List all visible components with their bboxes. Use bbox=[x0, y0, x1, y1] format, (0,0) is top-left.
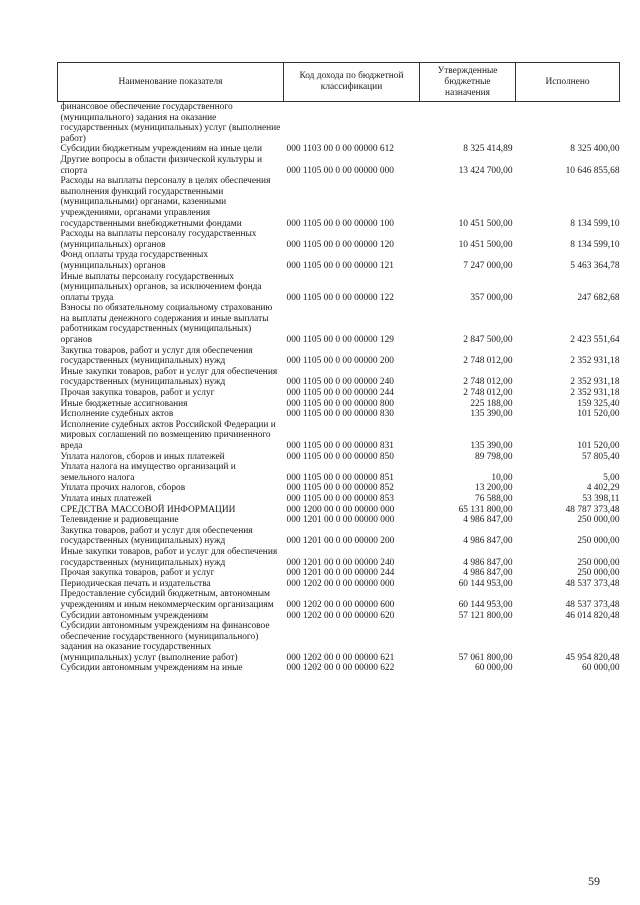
row-indicator-name: Субсидии автономным учреждениям на финансовое обеспечение государственного (муниципального) задания на оказание государственных (муниципальных) услуг (выполнение работ) bbox=[60, 621, 270, 663]
row-executed-amount: 2 423 551,64 bbox=[570, 335, 620, 346]
row-executed-amount: 5,00 bbox=[603, 472, 620, 483]
header-income-code: Код дохода по бюджетной классификации bbox=[284, 63, 420, 102]
row-budget-code: 000 1201 00 0 00 00000 240 bbox=[286, 557, 395, 568]
table-row bbox=[58, 346, 620, 367]
row-approved-amount: 10,00 bbox=[491, 472, 513, 483]
row-executed-amount: 2 352 931,18 bbox=[570, 377, 620, 388]
row-approved-amount: 57 121 800,00 bbox=[458, 610, 513, 621]
row-indicator-name: Субсидии бюджетным учреждениям на иные цели bbox=[60, 144, 262, 155]
row-budget-code: 000 1201 00 0 00 00000 000 bbox=[286, 515, 395, 526]
row-approved-amount: 13 424 700,00 bbox=[458, 165, 513, 176]
table-row bbox=[58, 250, 620, 271]
row-executed-amount: 2 352 931,18 bbox=[570, 388, 620, 399]
table-row bbox=[58, 452, 620, 463]
table-row bbox=[58, 547, 620, 568]
row-indicator-name: Субсидии автономным учреждениям bbox=[60, 610, 209, 621]
row-approved-amount: 2 748 012,00 bbox=[463, 356, 513, 367]
table-row bbox=[58, 229, 620, 250]
row-budget-code: 000 1105 00 0 00 00000 120 bbox=[286, 239, 394, 250]
row-budget-code bbox=[284, 102, 420, 145]
row-approved-amount: 76 588,00 bbox=[475, 493, 513, 504]
row-executed-amount: 5 463 364,78 bbox=[570, 260, 620, 271]
row-approved-amount: 2 748 012,00 bbox=[463, 377, 513, 388]
row-budget-code: 000 1105 00 0 00 00000 853 bbox=[286, 493, 394, 504]
row-executed-amount: 250 000,00 bbox=[577, 536, 620, 547]
row-indicator-name: Исполнение судебных актов Российской Федерации и мировых соглашений по возмещению причиненного вреда bbox=[60, 419, 276, 451]
row-budget-code: 000 1105 00 0 00 00000 100 bbox=[286, 218, 394, 229]
row-executed-amount: 250 000,00 bbox=[577, 557, 620, 568]
row-budget-code: 000 1202 00 0 00 00000 000 bbox=[286, 578, 395, 589]
table-row bbox=[58, 462, 620, 483]
row-indicator-name: Закупка товаров, работ и услуг для обеспечения государственных (муниципальных) нужд bbox=[60, 525, 253, 547]
row-approved-amount: 225 188,00 bbox=[470, 398, 513, 409]
row-approved-amount: 60 144 953,00 bbox=[458, 599, 513, 610]
table-row bbox=[58, 589, 620, 610]
row-indicator-name: Иные закупки товаров, работ и услуг для обеспечения государственных (муниципальных) нужд bbox=[60, 546, 278, 568]
row-executed-amount: 60 000,00 bbox=[582, 663, 620, 674]
row-executed-amount: 48 537 373,48 bbox=[565, 578, 620, 589]
row-executed-amount: 159 325,40 bbox=[577, 398, 620, 409]
row-budget-code: 000 1105 00 0 00 00000 122 bbox=[286, 292, 394, 303]
row-indicator-name: Исполнение судебных актов bbox=[60, 409, 174, 420]
row-approved-amount: 10 451 500,00 bbox=[458, 239, 513, 250]
row-indicator-name: Закупка товаров, работ и услуг для обеспечения государственных (муниципальных) нужд bbox=[60, 345, 253, 367]
row-indicator-name: Расходы на выплаты персоналу в целях обеспечения выполнения функций государственными (муниципальными) органами, казенными учреждениями, органами управления государственными внебюджетными фондами bbox=[60, 176, 271, 229]
row-executed-amount: 8 325 400,00 bbox=[570, 144, 620, 155]
row-executed-amount: 4 402,29 bbox=[586, 483, 620, 494]
row-executed-amount: 2 352 931,18 bbox=[570, 356, 620, 367]
row-executed-amount: 250 000,00 bbox=[577, 515, 620, 526]
row-indicator-name: Фонд оплаты труда государственных (муниципальных) органов bbox=[60, 250, 209, 271]
row-indicator-name: Иные бюджетные ассигнования bbox=[60, 398, 188, 409]
row-budget-code: 000 1105 00 0 00 00000 240 bbox=[286, 377, 394, 388]
row-approved-amount: 7 247 000,00 bbox=[463, 260, 513, 271]
row-indicator-name: Предоставление субсидий бюджетным, автономным учреждениям и иным некоммерческим организациям bbox=[60, 589, 274, 610]
table-row bbox=[58, 399, 620, 410]
table-row bbox=[58, 155, 620, 176]
page-number: 59 bbox=[588, 874, 600, 888]
table-row bbox=[58, 367, 620, 388]
budget-execution-table bbox=[57, 62, 620, 674]
row-budget-code: 000 1202 00 0 00 00000 622 bbox=[286, 663, 395, 674]
row-budget-code: 000 1105 00 0 00 00000 244 bbox=[286, 388, 394, 399]
table-row bbox=[58, 568, 620, 579]
row-approved-amount: 65 131 800,00 bbox=[458, 504, 513, 515]
row-approved-amount: 2 748 012,00 bbox=[463, 388, 513, 399]
table-row bbox=[58, 176, 620, 229]
row-indicator-name: Уплата налогов, сборов и иных платежей bbox=[60, 451, 225, 462]
row-executed-amount: 247 682,68 bbox=[577, 292, 620, 303]
table-row bbox=[58, 515, 620, 526]
header-approved-budget: Утвержденные бюджетные назначения bbox=[420, 63, 516, 102]
table-row bbox=[58, 526, 620, 547]
table-body bbox=[58, 102, 620, 675]
table-row bbox=[58, 144, 620, 155]
row-executed-amount: 101 520,00 bbox=[577, 441, 620, 451]
row-executed-amount: 57 805,40 bbox=[582, 451, 620, 462]
row-budget-code: 000 1105 00 0 00 00000 852 bbox=[286, 483, 394, 494]
row-indicator-name: Периодическая печать и издательства bbox=[60, 578, 211, 589]
table-row bbox=[58, 388, 620, 399]
row-executed-amount: 8 134 599,10 bbox=[570, 239, 620, 250]
row-budget-code: 000 1105 00 0 00 00000 851 bbox=[286, 472, 394, 483]
row-approved-amount: 60 144 953,00 bbox=[458, 578, 513, 589]
row-budget-code: 000 1105 00 0 00 00000 200 bbox=[286, 356, 394, 367]
row-approved-amount: 357 000,00 bbox=[470, 292, 513, 303]
table-row bbox=[58, 102, 620, 145]
header-row bbox=[58, 63, 620, 102]
row-indicator-name: Расходы на выплаты персоналу государственных (муниципальных) органов bbox=[60, 229, 257, 250]
row-indicator-name: Уплата налога на имущество организаций и земельного налога bbox=[60, 462, 236, 483]
row-executed-amount: 10 646 855,68 bbox=[565, 165, 620, 176]
row-indicator-name: Иные закупки товаров, работ и услуг для обеспечения государственных (муниципальных) нужд bbox=[60, 366, 278, 388]
row-budget-code: 000 1105 00 0 00 00000 129 bbox=[286, 335, 394, 346]
row-approved-amount: 13 200,00 bbox=[475, 483, 513, 494]
table-header bbox=[58, 63, 620, 102]
row-executed-amount bbox=[516, 102, 620, 145]
header-indicator-name: Наименование показателя bbox=[58, 63, 284, 102]
row-approved-amount: 10 451 500,00 bbox=[458, 218, 513, 229]
row-indicator-name: Телевидение и радиовещание bbox=[60, 515, 179, 526]
row-budget-code: 000 1201 00 0 00 00000 244 bbox=[286, 568, 395, 579]
row-budget-code: 000 1105 00 0 00 00000 121 bbox=[286, 260, 394, 271]
row-budget-code: 000 1105 00 0 00 00000 850 bbox=[286, 451, 394, 462]
row-executed-amount: 53 398,11 bbox=[582, 493, 620, 504]
row-executed-amount: 101 520,00 bbox=[577, 409, 620, 420]
row-approved-amount: 4 986 847,00 bbox=[463, 568, 513, 579]
row-budget-code: 000 1105 00 0 00 00000 831 bbox=[286, 441, 394, 451]
row-executed-amount: 8 134 599,10 bbox=[570, 218, 620, 229]
table-row bbox=[58, 621, 620, 663]
table-row bbox=[58, 579, 620, 590]
row-executed-amount: 250 000,00 bbox=[577, 568, 620, 579]
table-row bbox=[58, 494, 620, 505]
row-budget-code: 000 1202 00 0 00 00000 620 bbox=[286, 610, 395, 621]
table-row bbox=[58, 272, 620, 304]
row-indicator-name: Прочая закупка товаров, работ и услуг bbox=[60, 568, 215, 579]
row-approved-amount bbox=[420, 102, 516, 145]
row-budget-code: 000 1200 00 0 00 00000 000 bbox=[286, 504, 395, 515]
row-approved-amount: 135 390,00 bbox=[470, 441, 513, 451]
row-budget-code: 000 1105 00 0 00 00000 830 bbox=[286, 409, 394, 420]
row-approved-amount: 4 986 847,00 bbox=[463, 557, 513, 568]
row-approved-amount: 2 847 500,00 bbox=[463, 335, 513, 346]
row-indicator-name: Иные выплаты персоналу государственных (муниципальных) органов, за исключением фонда оплаты труда bbox=[60, 271, 262, 303]
row-budget-code: 000 1202 00 0 00 00000 600 bbox=[286, 599, 395, 610]
row-indicator-name: Взносы по обязательному социальному страхованию на выплаты денежного содержания и иные выплаты работникам государственных (муниципальных) органов bbox=[60, 303, 273, 346]
table-row bbox=[58, 611, 620, 622]
row-indicator-name: Уплата иных платежей bbox=[60, 493, 152, 504]
row-budget-code: 000 1103 00 0 00 00000 612 bbox=[286, 144, 394, 155]
row-indicator-name: финансовое обеспечение государственного (муниципального) задания на оказание государственных (муниципальных) услуг (выполнение работ) bbox=[60, 102, 281, 144]
table-row bbox=[58, 663, 620, 674]
row-indicator-name: Другие вопросы в области физической культуры и спорта bbox=[60, 154, 262, 176]
row-indicator-name: Прочая закупка товаров, работ и услуг bbox=[60, 388, 215, 399]
row-executed-amount: 45 954 820,48 bbox=[565, 652, 620, 663]
row-budget-code: 000 1202 00 0 00 00000 621 bbox=[286, 652, 395, 663]
row-budget-code: 000 1105 00 0 00 00000 000 bbox=[286, 165, 394, 176]
table-row bbox=[58, 303, 620, 345]
row-indicator-name: СРЕДСТВА МАССОВОЙ ИНФОРМАЦИИ bbox=[60, 504, 236, 515]
table-row bbox=[58, 505, 620, 516]
row-approved-amount: 60 000,00 bbox=[475, 663, 513, 674]
row-approved-amount: 4 986 847,00 bbox=[463, 515, 513, 526]
row-indicator-name: Субсидии автономным учреждениям на иные bbox=[60, 663, 243, 674]
row-executed-amount: 48 537 373,48 bbox=[565, 599, 620, 610]
row-approved-amount: 135 390,00 bbox=[470, 409, 513, 420]
table-row bbox=[58, 420, 620, 452]
header-executed: Исполнено bbox=[516, 63, 620, 102]
row-budget-code: 000 1201 00 0 00 00000 200 bbox=[286, 536, 395, 547]
table-row bbox=[58, 483, 620, 494]
table-row bbox=[58, 409, 620, 420]
row-approved-amount: 8 325 414,89 bbox=[463, 144, 513, 155]
row-budget-code: 000 1105 00 0 00 00000 800 bbox=[286, 398, 394, 409]
row-indicator-name: Уплата прочих налогов, сборов bbox=[60, 483, 186, 494]
row-approved-amount: 57 061 800,00 bbox=[458, 652, 513, 663]
row-approved-amount: 4 986 847,00 bbox=[463, 536, 513, 547]
row-executed-amount: 46 014 820,48 bbox=[565, 610, 620, 621]
row-executed-amount: 48 787 373,48 bbox=[565, 504, 620, 515]
row-approved-amount: 89 798,00 bbox=[475, 451, 513, 462]
